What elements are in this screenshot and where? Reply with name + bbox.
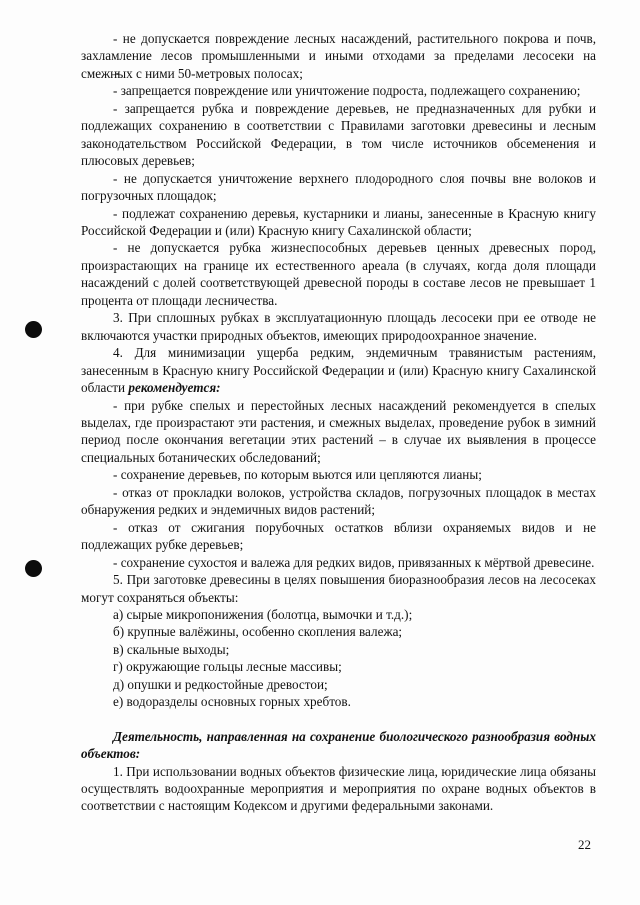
paragraph: - не допускается повреждение лесных насаждений, растительного покрова и почв, захламление лесов промышленными и иными отходами за пределами лесосеки на смежных с ними 50-метровых полосах; xyxy=(81,31,596,81)
paragraph: - сохранение сухостоя и валежа для редких видов, привязанных к мёртвой древесине. xyxy=(113,554,595,570)
paragraph: 3. При сплошных рубках в эксплуатационную площадь лесосеки при ее отводе не включаются участки природных объектов, имеющих природоохранное значение. xyxy=(81,310,596,343)
paragraph-text: 4. Для минимизации ущерба редким, эндемичным травянистым растениям, занесенным в Красную книгу Российской Федерации и (или) Красную книгу Сахалинской области xyxy=(81,345,596,396)
paragraph: - не допускается уничтожение верхнего плодородного слоя почвы вне волоков и погрузочных площадок; xyxy=(81,170,596,204)
list-item: а) сырые микропонижения (болотца, вымочки и т.д.); xyxy=(113,606,413,622)
page-number: 22 xyxy=(578,837,591,852)
binder-hole-mark xyxy=(25,560,42,577)
list-item: в) скальные выходы; xyxy=(113,641,230,657)
list-item: г) окружающие гольцы лесные массивы; xyxy=(113,659,342,675)
paragraph: - отказ от прокладки волоков, устройства складов, погрузочных площадок в местах обнаружения редких и эндемичных видов растений; xyxy=(81,484,596,518)
document-body xyxy=(81,30,596,815)
paragraph: - не допускается рубка жизнеспособных деревьев ценных древесных пород, произрастающих на границе их естественного ареала (в случаях, когда доля площади насаждений с долей соответствующей древесной породы в составе лесов не превышает 1 процента от площади лесничества. xyxy=(81,240,596,308)
section-heading xyxy=(81,728,596,763)
list-item: б) крупные валёжины, особенно скопления валежа; xyxy=(113,624,403,640)
paragraph: - запрещается рубка и повреждение деревьев, не предназначенных для рубки и подлежащих сохранению в соответствии с Правилами заготовки древесины и лесным законодательством Российской Федерации, в том числе источников обсеменения и плюсовых деревьев; xyxy=(81,100,596,169)
paragraph: - отказ от сжигания порубочных остатков вблизи охраняемых видов и не подлежащих рубке деревьев; xyxy=(81,519,596,553)
list-item: д) опушки и редкостойные древостои; xyxy=(113,676,328,692)
paragraph: 1. При использовании водных объектов физические лица, юридические лица обязаны осуществлять водоохранные мероприятия и мероприятия по охране водных объектов в соответствии с настоящим Кодексом и другими федеральными законами. xyxy=(81,763,596,814)
paragraph: - запрещается повреждение или уничтожение подроста, подлежащего сохранению; xyxy=(113,83,581,99)
section-heading-text: Деятельность, направленная на сохранение биологического разнообразия водных объектов: xyxy=(81,728,596,762)
emphasis-text: рекомендуется: xyxy=(128,380,221,396)
paragraph-with-emphasis xyxy=(81,344,596,396)
paragraph: - при рубке спелых и перестойных лесных насаждений рекомендуется в спелых выделах, где произрастают эти растения, и смежных выделах, проведение рубок в зимний период после окончания вегетации этих растений – в случае их выявления в процессе специальных ботанических обследований; xyxy=(81,397,596,465)
list-item: е) водоразделы основных горных хребтов. xyxy=(113,694,351,710)
paragraph: - подлежат сохранению деревья, кустарники и лианы, занесенные в Красную книгу Российской Федерации и (или) Красную книгу Сахалинской области; xyxy=(81,205,596,238)
binder-hole-mark xyxy=(25,321,42,338)
paragraph: - сохранение деревьев, по которым вьются или цепляются лианы; xyxy=(113,467,482,483)
paragraph: 5. При заготовке древесины в целях повышения биоразнообразия лесов на лесосеках могут сохраняться объекты: xyxy=(81,572,596,605)
